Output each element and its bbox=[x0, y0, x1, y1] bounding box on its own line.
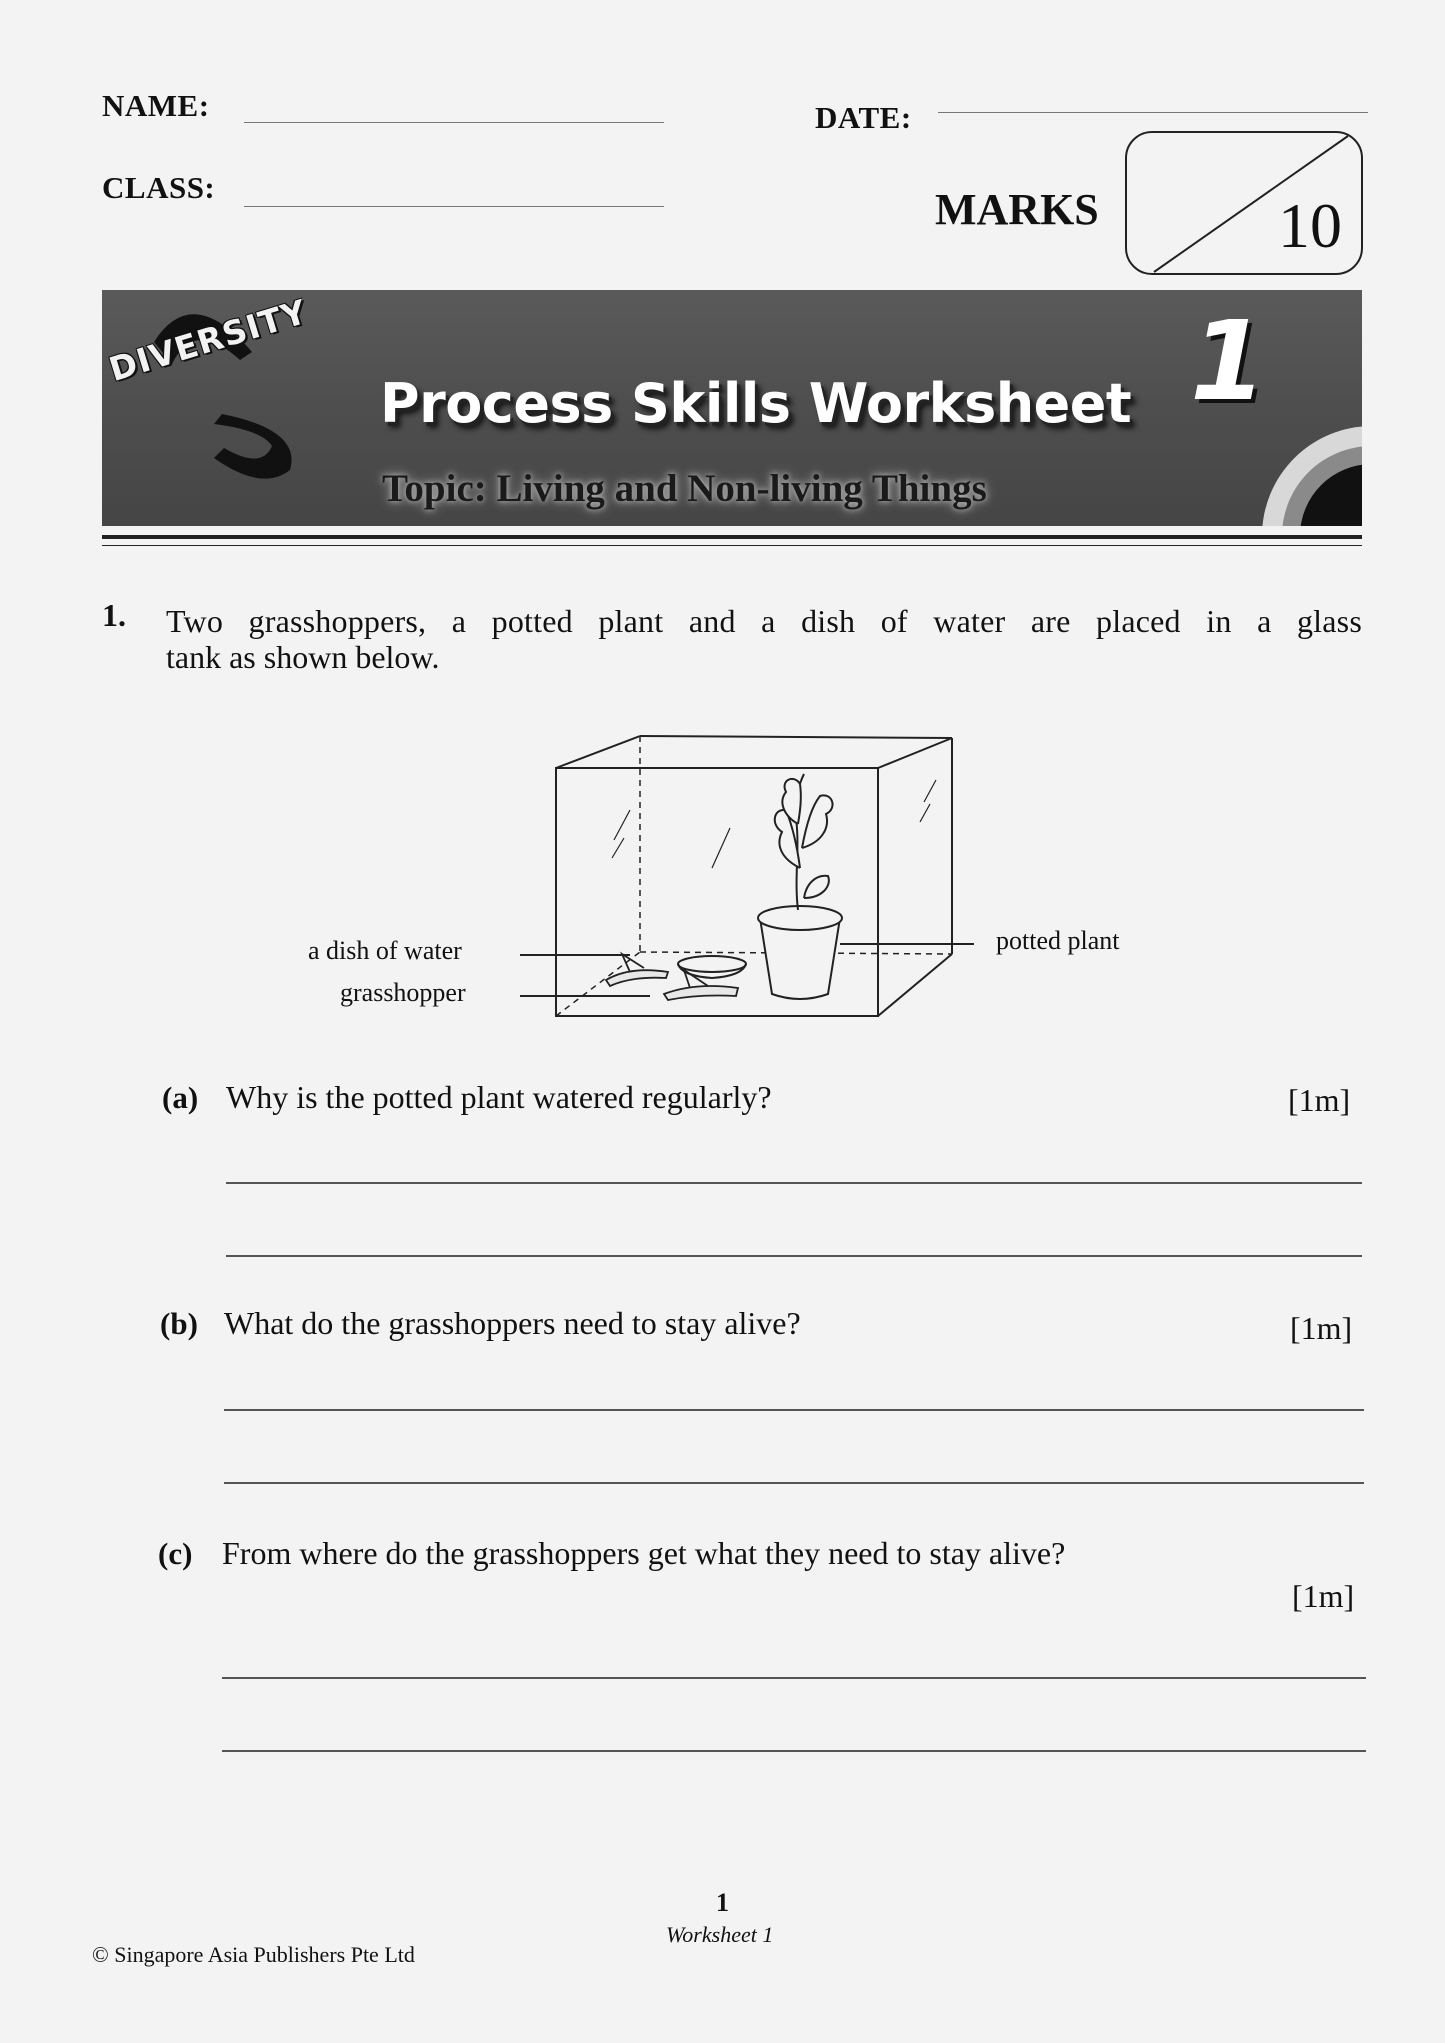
part-a-answer-line-2[interactable] bbox=[226, 1255, 1362, 1257]
copyright: © Singapore Asia Publishers Pte Ltd bbox=[92, 1942, 415, 1967]
diversity-logo: DIVERSITY bbox=[104, 291, 312, 389]
worksheet-number: 1 bbox=[1190, 297, 1267, 425]
class-label: CLASS: bbox=[102, 170, 216, 205]
part-b-label: (b) bbox=[160, 1306, 198, 1341]
date-line bbox=[938, 112, 1368, 113]
label-grasshopper: grasshopper bbox=[340, 978, 466, 1007]
part-b-answer-line-2[interactable] bbox=[224, 1482, 1364, 1484]
part-a-label: (a) bbox=[162, 1080, 199, 1115]
water-dish-drawing bbox=[678, 956, 746, 978]
class-line bbox=[244, 206, 664, 207]
question-text-line1: Two grasshoppers, a potted plant and a dish of water are placed in a glass bbox=[166, 603, 1362, 639]
part-b-answer-line-1[interactable] bbox=[224, 1409, 1364, 1411]
marks-box bbox=[1124, 130, 1364, 276]
worksheet-topic: Topic: Living and Non-living Things bbox=[382, 467, 987, 510]
part-b-marks: [1m] bbox=[1290, 1310, 1353, 1346]
label-dish-of-water: a dish of water bbox=[308, 936, 462, 965]
glass-tank-diagram bbox=[300, 728, 1180, 1038]
worksheet-banner bbox=[102, 290, 1362, 526]
worksheet-title: Process Skills Worksheet bbox=[380, 372, 1132, 435]
label-potted-plant: potted plant bbox=[996, 926, 1120, 955]
part-c-label: (c) bbox=[158, 1536, 193, 1571]
banner-rule-thick bbox=[102, 535, 1362, 539]
marks-label: MARKS bbox=[935, 185, 1099, 234]
logo-swoosh-bottom bbox=[214, 414, 292, 479]
banner-rule-thin bbox=[102, 545, 1362, 546]
question-number: 1. bbox=[102, 597, 126, 633]
part-c-answer-line-2[interactable] bbox=[222, 1750, 1366, 1752]
worksheet-footer-label: Worksheet 1 bbox=[666, 1922, 774, 1947]
part-a-answer-line-1[interactable] bbox=[226, 1182, 1362, 1184]
part-a-marks: [1m] bbox=[1288, 1082, 1351, 1118]
part-c-question: From where do the grasshoppers get what they need to stay alive? bbox=[222, 1535, 1066, 1571]
marks-total: 10 bbox=[1278, 190, 1342, 261]
date-label: DATE: bbox=[815, 100, 912, 135]
page-number: 1 bbox=[716, 1888, 729, 1917]
part-a-question: Why is the potted plant watered regularly? bbox=[226, 1079, 772, 1115]
name-line bbox=[244, 122, 664, 123]
part-c-answer-line-1[interactable] bbox=[222, 1677, 1366, 1679]
label-leader-lines bbox=[520, 944, 974, 996]
potted-plant-drawing bbox=[758, 774, 842, 999]
part-c-marks: [1m] bbox=[1292, 1578, 1355, 1614]
question-text-line2: tank as shown below. bbox=[166, 639, 440, 675]
part-b-question: What do the grasshoppers need to stay alive? bbox=[224, 1305, 801, 1341]
name-label: NAME: bbox=[102, 88, 210, 123]
